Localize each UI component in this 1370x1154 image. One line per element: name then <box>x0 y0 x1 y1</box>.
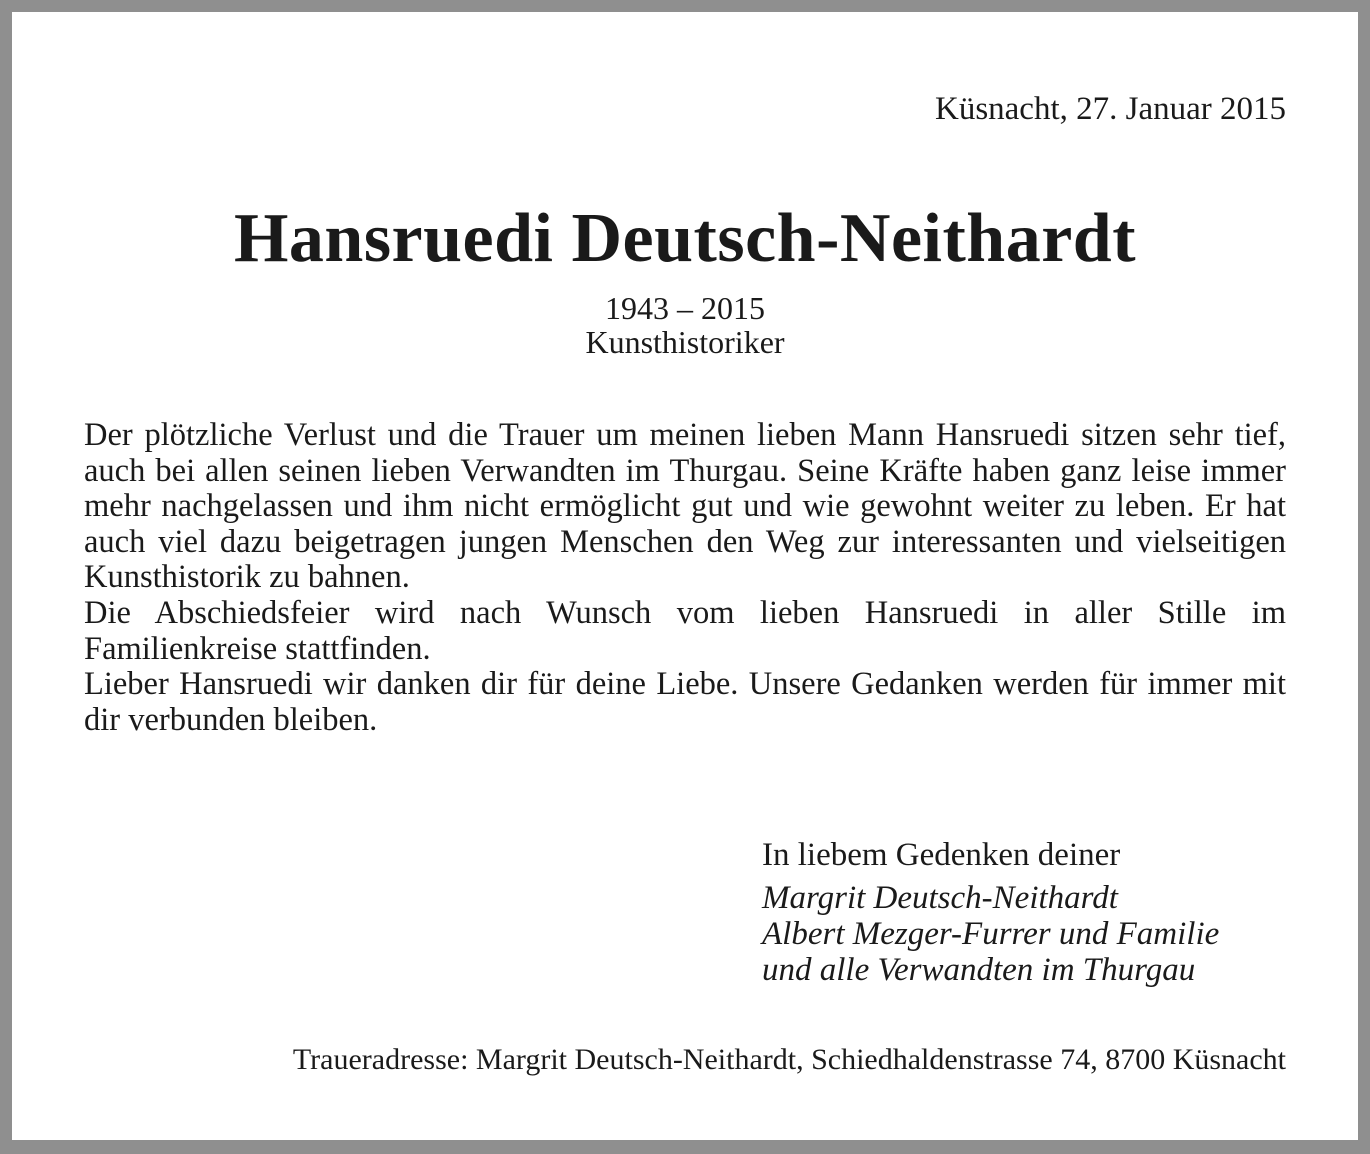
profession: Kunsthistoriker <box>585 324 785 360</box>
signer: und alle Verwandten im Thurgau <box>762 952 1196 988</box>
paragraph-thanks: Lieber Hansruedi wir danken dir für deine Liebe. Unsere Gedanken werden für immer mit dir verbunden bleiben. <box>84 666 1286 738</box>
mourning-address: Traueradresse: Margrit Deutsch-Neithardt, Schiedhaldenstrasse 74, 8700 Küsnacht <box>292 1043 1286 1076</box>
signer: Margrit Deutsch-Neithardt <box>762 880 1118 916</box>
place-date: Küsnacht, 27. Januar 2015 <box>934 91 1286 127</box>
signers-list <box>762 880 1219 988</box>
life-years: 1943 – 2015 <box>605 290 765 326</box>
paragraph-ceremony: Die Abschiedsfeier wird nach Wunsch vom lieben Hansruedi in aller Stille im Familienkreise stattfinden. <box>84 594 1286 667</box>
paragraph-farewell: Der plötzliche Verlust und die Trauer um meinen lieben Mann Hansruedi sitzen sehr tief, auch bei allen seinen lieben Verwandten im Thurgau. Seine Kräfte haben ganz leise immer mehr nachgelassen und ihm nicht ermöglicht gut und wie gewohnt weiter zu leben. Er hat auch viel dazu beigetragen jungen Menschen den Weg zur interessanten und vielseitigen Kunsthistorik zu bahnen. <box>84 417 1286 596</box>
deceased-name: Hansruedi Deutsch-Neithardt <box>233 200 1137 277</box>
signer: Albert Mezger-Furrer und Familie <box>762 916 1220 952</box>
signoff: In liebem Gedenken deiner <box>762 837 1121 873</box>
notice-body <box>84 418 1286 738</box>
